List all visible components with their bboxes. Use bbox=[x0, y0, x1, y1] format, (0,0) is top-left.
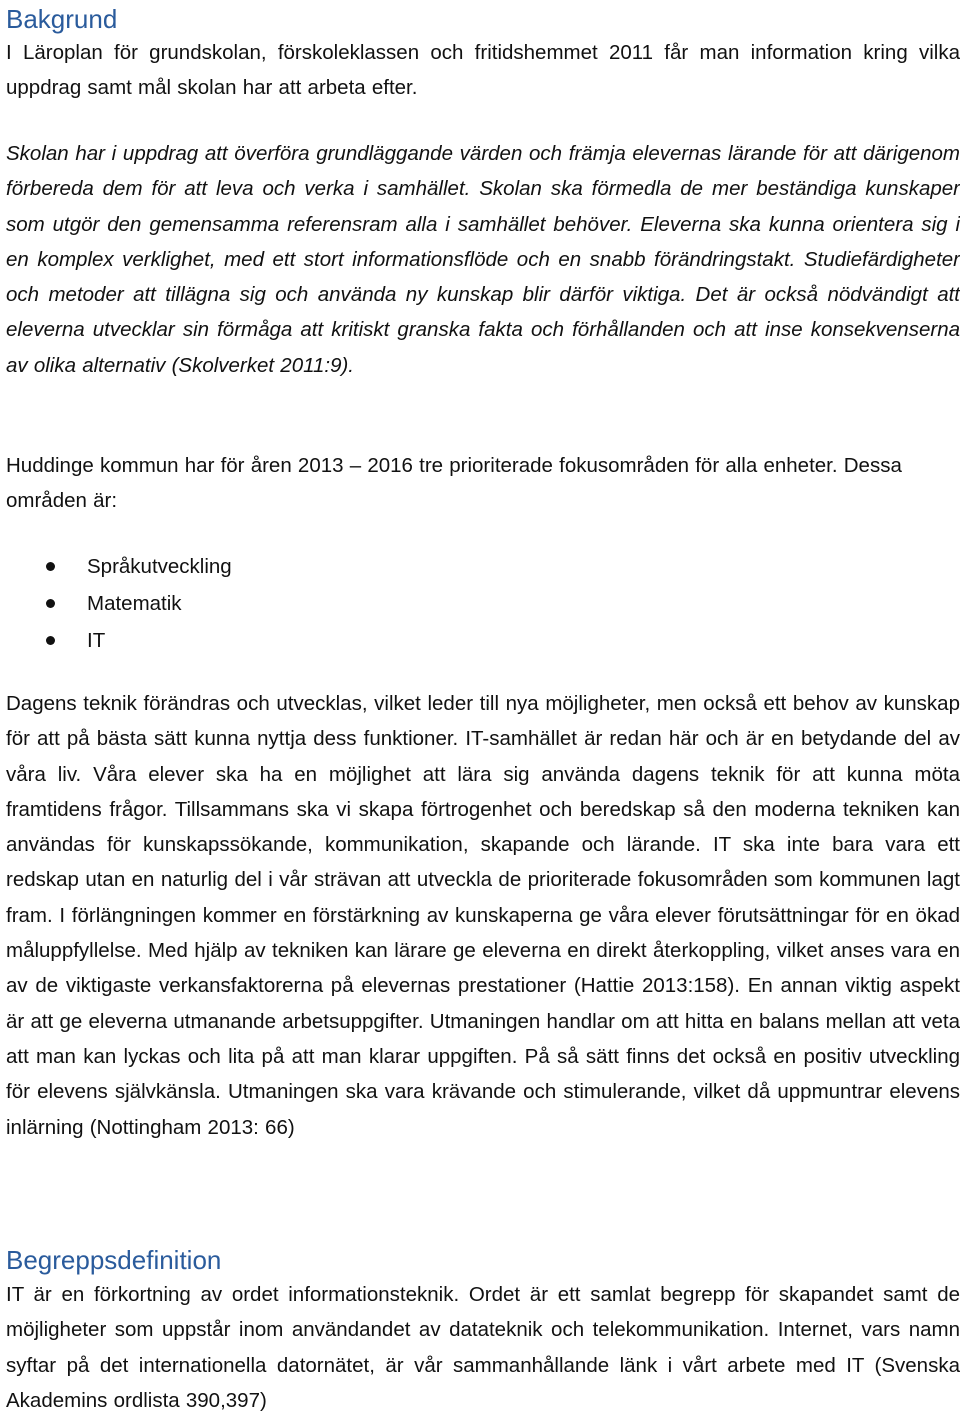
list-item-label: Matematik bbox=[87, 592, 182, 615]
list-item bbox=[6, 622, 232, 659]
bullet-icon bbox=[46, 562, 55, 571]
paragraph-quote: Skolan har i uppdrag att överföra grundläggande värden och främja elevernas lärande för att därigenom förbereda dem för att leva och verka i samhället. Skolan ska förmedla de mer beständiga kunskaper som utgör den gemensamma referensram alla i samhället behöver. Eleverna ska kunna orientera sig i en komplex verklighet, med ett stort informationsflöde och en snabb förändringstakt. Studiefärdigheter och metoder att tillägna sig och använda ny kunskap blir därför viktiga. Det är också nödvändigt att eleverna utvecklar sin förmåga att kritiskt granska fakta och förhållanden och att inse konsekvenserna av olika alternativ (Skolverket 2011:9). bbox=[6, 142, 960, 377]
bullet-icon bbox=[46, 636, 55, 645]
paragraph-focus-intro: Huddinge kommun har för åren 2013 – 2016 tre prioriterade fokusområden för alla enheter. Dessa områden är: bbox=[6, 454, 902, 513]
paragraph-technology: Dagens teknik förändras och utvecklas, vilket leder till nya möjligheter, men också ett behov av kunskap för att på bästa sätt kunna nyttja dess funktioner. IT-samhället är redan här och är en betydande del av våra liv. Våra elever ska ha en möjlighet att lära sig använda dagens teknik för att kunna möta framtidens frågor. Tillsammans ska vi skapa förtrogenhet och beredskap så den moderna tekniken kan användas för kunskapssökande, kommunikation, skapande och lärande. IT ska inte bara vara ett redskap utan en naturlig del i vår strävan att utveckla de prioriterade fokusområden som kommunen lagt fram. I förlängningen kommer en förstärkning av kunskaperna ge våra elever förutsättningar för en ökad måluppfyllelse. Med hjälp av tekniken kan lärare ge eleverna en direkt återkoppling, vilket anses vara en av de viktigaste verkansfaktorerna på elevernas prestationer (Hattie 2013:158). En annan viktig aspekt är att ge eleverna utmanande arbetsuppgifter. Utmaningen handlar om att hitta en balans mellan att veta att man kan lyckas och lita på att man klarar uppgiften. På så sätt finns det också en positiv utveckling för elevens självkänsla. Utmaningen ska vara krävande och stimulerande, vilket då uppmuntrar elevens inlärning (Nottingham 2013: 66) bbox=[6, 692, 960, 1139]
list-item-label: Språkutveckling bbox=[87, 555, 232, 578]
heading-bakgrund: Bakgrund bbox=[6, 4, 118, 34]
list-item-label: IT bbox=[87, 629, 106, 652]
bullet-icon bbox=[46, 599, 55, 608]
focus-area-list bbox=[6, 548, 232, 659]
list-item bbox=[6, 585, 232, 622]
heading-begreppsdefinition: Begreppsdefinition bbox=[6, 1245, 222, 1275]
list-item bbox=[6, 548, 232, 585]
paragraph-intro: I Läroplan för grundskolan, förskoleklassen och fritidshemmet 2011 får man information kring vilka uppdrag samt mål skolan har att arbeta efter. bbox=[6, 41, 960, 100]
paragraph-definition: IT är en förkortning av ordet informationsteknik. Ordet är ett samlat begrepp för skapandet samt de möjligheter som uppstår inom användandet av datateknik och telekommunikation. Internet, vars namn syftar på det internationella datornätet, är vår sammanhållande länk i vårt arbete med IT (Svenska Akademins ordlista 390,397) bbox=[6, 1283, 960, 1412]
